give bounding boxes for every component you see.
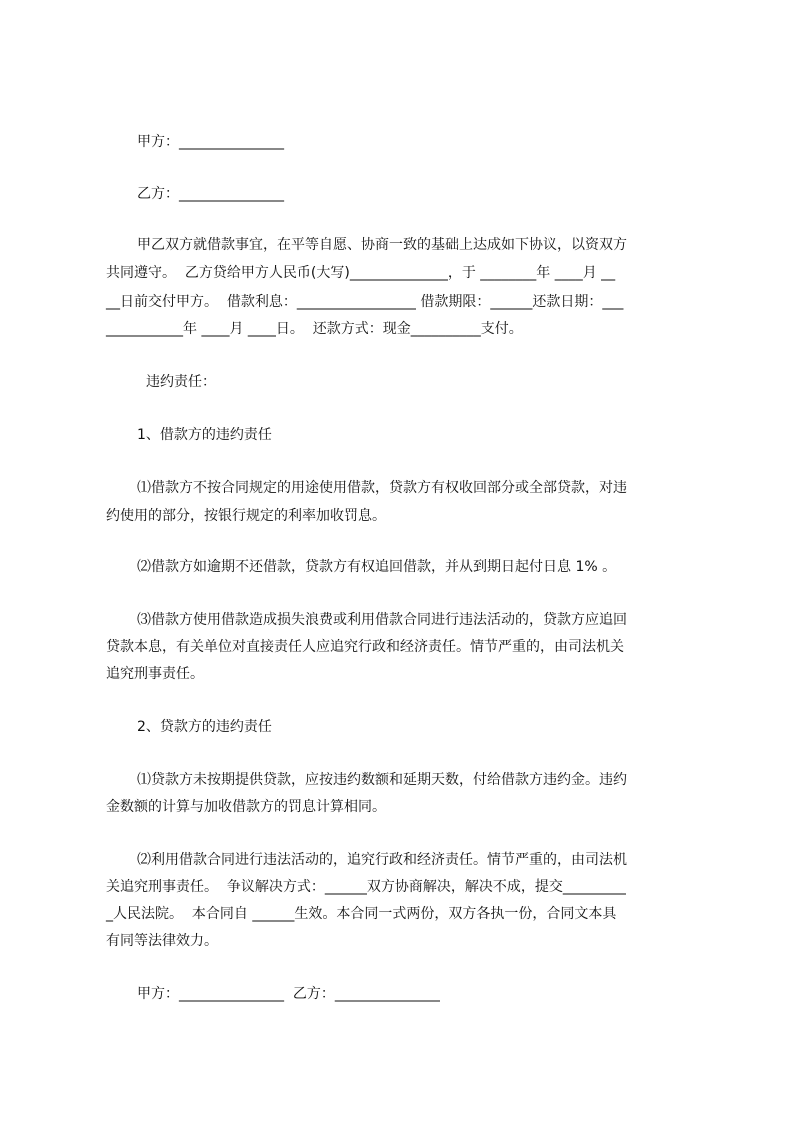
intro-line: 甲乙双方就借款事宜，在平等自愿、协商一致的基础上达成如下协议，以资双方: [137, 237, 627, 253]
liability-heading: 违约责任：: [146, 374, 216, 390]
party-a-line: 甲方：_______________: [137, 134, 284, 150]
clause-line: 关追究刑事责任。 争议解决方式：______双方协商解决，解决不成，提交_________: [106, 879, 626, 895]
party-b-line: 乙方：_______________: [137, 186, 284, 202]
clause-line: 金数额的计算与加收借款方的罚息计算相同。: [106, 799, 386, 815]
signature-line: 甲方：_______________ 乙方：_______________: [137, 986, 440, 1002]
clause-line: ⑵借款方如逾期不还借款，贷款方有权追回借款，并从到期日起付日息 1% 。: [137, 559, 617, 575]
clause-line: ⑴贷款方未按期提供贷款，应按违约数额和延期天数，付给借款方违约金。违约: [137, 772, 627, 788]
clause-line: ⑵利用借款合同进行违法活动的，追究行政和经济责任。情节严重的，由司法机: [137, 852, 627, 868]
intro-line: ___________年 ____月 ____日。 还款方式：现金__________支付。: [106, 321, 523, 337]
clause-line: 有同等法律效力。: [106, 933, 218, 949]
intro-line: __日前交付甲方。 借款利息：_________________ 借款期限：______还款日期：___: [106, 294, 624, 310]
clause-line: 约使用的部分，按银行规定的利率加收罚息。: [106, 508, 386, 524]
section-1-heading: 1、借款方的违约责任: [137, 427, 272, 443]
intro-line: 共同遵守。 乙方贷给甲方人民币(大写)______________，于 ________年 ____月 __: [106, 265, 616, 281]
section-2-heading: 2、贷款方的违约责任: [137, 719, 272, 735]
clause-line: 贷款本息，有关单位对直接责任人应追究行政和经济责任。情节严重的，由司法机关: [106, 639, 624, 655]
clause-line: _人民法院。 本合同自 ______生效。本合同一式两份，双方各执一份，合同文本具: [106, 906, 617, 922]
clause-line: 追究刑事责任。: [106, 666, 204, 682]
clause-line: ⑴借款方不按合同规定的用途使用借款，贷款方有权收回部分或全部贷款，对违: [137, 480, 627, 496]
clause-line: ⑶借款方使用借款造成损失浪费或利用借款合同进行违法活动的，贷款方应追回: [137, 612, 627, 628]
